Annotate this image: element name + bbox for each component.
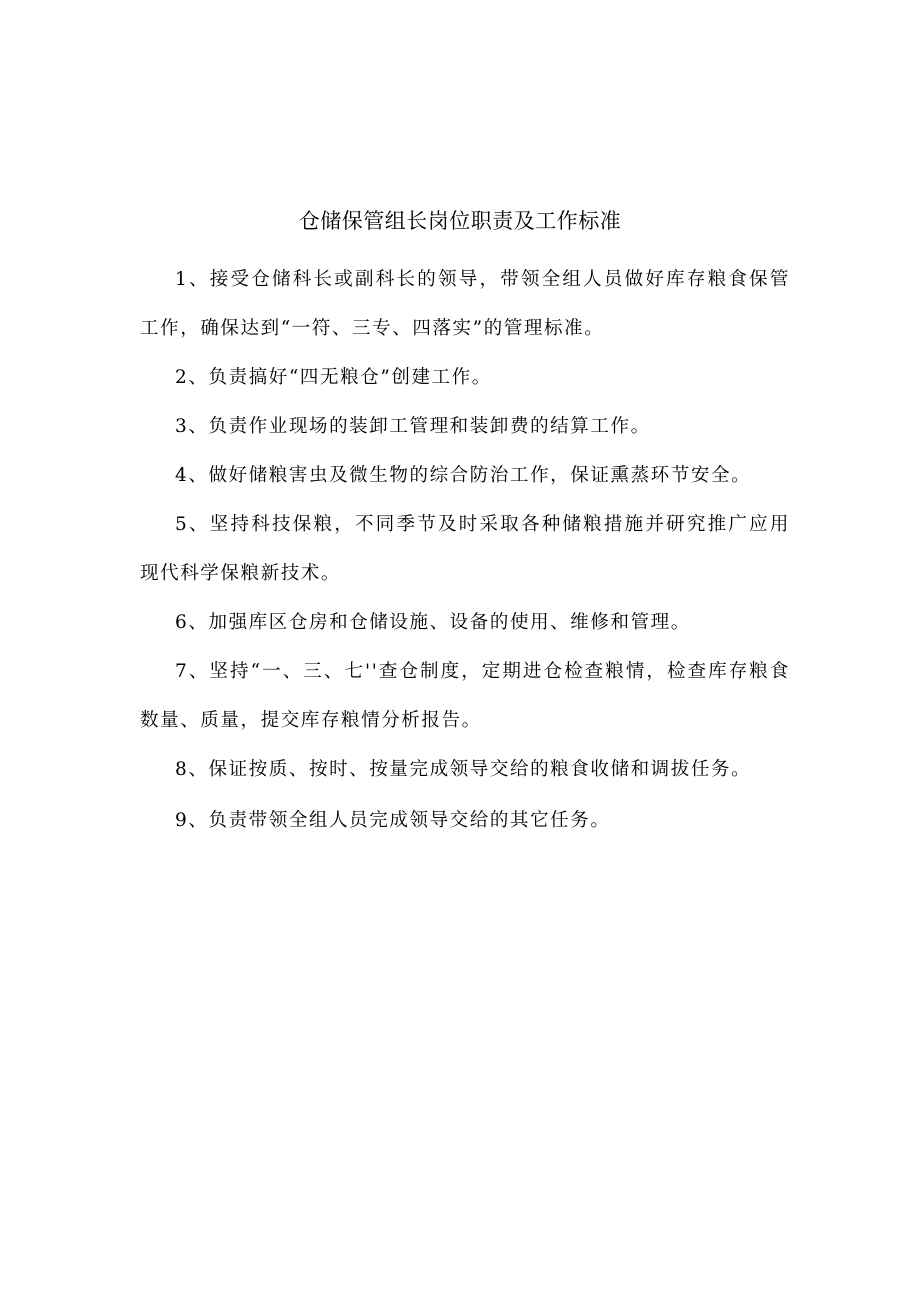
duty-item-5: 5、坚持科技保粮，不同季节及时采取各种储粮措施并研究推广应用现代科学保粮新技术。: [140, 514, 790, 584]
duty-item-9: 9、负责带领全组人员完成领导交给的其它任务。: [175, 810, 611, 831]
duty-item-7: 7、坚持“一、三、七''查仓制度，定期进仓检查粮情，检查库存粮食数量、质量，提交库存粮情分析报告。: [140, 661, 790, 731]
duty-item-6: 6、加强库区仓房和仓储设施、设备的使用、维修和管理。: [175, 612, 691, 633]
duty-item-3: 3、负责作业现场的装卸工管理和装卸费的结算工作。: [175, 416, 651, 437]
duty-item-1: 1、接受仓储科长或副科长的领导，带领全组人员做好库存粮食保管工作，确保达到“一符、三专、四落实”的管理标准。: [140, 269, 790, 339]
duty-item-2: 2、负责搞好“四无粮仓”创建工作。: [175, 367, 492, 388]
duty-item-4: 4、做好储粮害虫及微生物的综合防治工作，保证熏蒸环节安全。: [175, 465, 752, 486]
duty-list: [140, 255, 790, 845]
page-title: 仓储保管组长岗位职责及工作标准: [298, 209, 622, 233]
duty-item-8: 8、保证按质、按时、按量完成领导交给的粮食收储和调拔任务。: [175, 759, 752, 780]
